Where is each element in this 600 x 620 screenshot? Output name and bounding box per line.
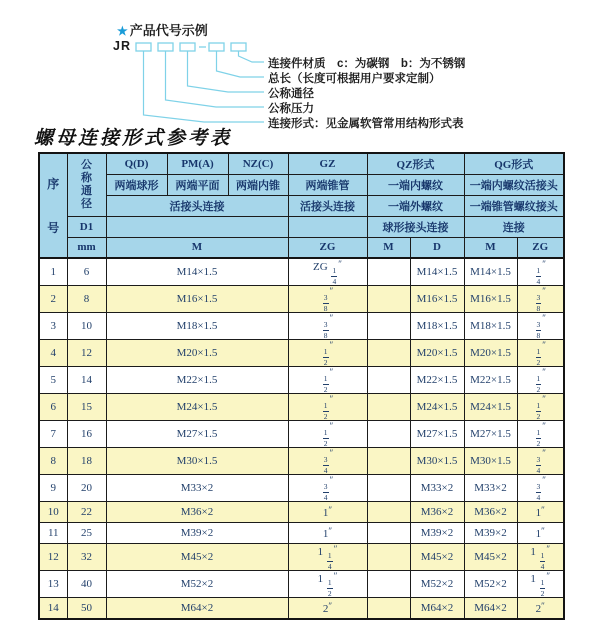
qz-m-cell [367,313,410,340]
gz-zg-cell: $\frac{3}{4}$ ″ [288,475,367,502]
diameter-header: 公称通径 [67,153,106,216]
qz-d-cell: M52×2 [410,571,464,598]
table-body [39,258,564,619]
table-row [39,523,564,544]
qz-d-unit-header: D [410,237,464,258]
m-thread-cell: M16×1.5 [106,286,288,313]
dn-cell: 8 [67,286,106,313]
dn-cell: 50 [67,598,106,619]
dn-cell: 15 [67,394,106,421]
qz-m-cell [367,523,410,544]
qz-m-cell [367,544,410,571]
serial-cell: 9 [39,475,67,502]
table-row [39,258,564,286]
dn-cell: 25 [67,523,106,544]
m-thread-cell: M22×1.5 [106,367,288,394]
table-header [39,153,564,258]
dn-cell: 16 [67,421,106,448]
qg-zg-cell: $\frac{1}{2}$ ″ [517,421,564,448]
callout-line [217,51,265,77]
m-thread-cell: M14×1.5 [106,258,288,286]
qg-code-header: QG形式 [464,153,564,174]
qg-m-unit-header: M [464,237,517,258]
pm-code-header: PM(A) [167,153,228,174]
gz-desc-header: 两端锥管 [288,174,367,195]
qg-zg-cell: 1″ [517,502,564,523]
union-span-header: 活接头连接 [106,195,288,216]
table-row [39,286,564,313]
qz-m-cell [367,394,410,421]
table-row [39,571,564,598]
qz-d-cell: M45×2 [410,544,464,571]
callout-line [144,51,265,122]
serial-header: 序号 [39,153,67,258]
dn-cell: 12 [67,340,106,367]
qz-d-cell: M24×1.5 [410,394,464,421]
qz-ball-joint-header: 球形接头连接 [367,216,464,237]
qg-m-cell: M16×1.5 [464,286,517,313]
serial-cell: 8 [39,448,67,475]
serial-cell: 6 [39,394,67,421]
qz-m-cell [367,502,410,523]
gz-zg-cell: $\frac{3}{4}$ ″ [288,448,367,475]
d1-gz-empty [288,216,367,237]
header-row-union [39,195,564,216]
qg-zg-cell: $\frac{1}{2}$ ″ [517,340,564,367]
m-thread-cell: M64×2 [106,598,288,619]
table-row [39,394,564,421]
gz-zg-cell: $\frac{1}{2}$ ″ [288,394,367,421]
qz-d-cell: M39×2 [410,523,464,544]
qg-zg-cell: $\frac{3}{8}$ ″ [517,286,564,313]
gz-zg-cell: 1 $\frac{1}{4}$ ″ [288,544,367,571]
code-label-material: 连接件材质 c：为碳钢 b：为不锈钢 [268,58,466,70]
code-label-length: 总长（长度可根据用户要求定制） [268,73,441,85]
qg-zg-cell: 1 $\frac{1}{4}$ ″ [517,544,564,571]
gz-zg-cell: 1″ [288,523,367,544]
qg-zg-unit-header: ZG [517,237,564,258]
serial-cell: 10 [39,502,67,523]
serial-cell: 12 [39,544,67,571]
qg-m-cell: M33×2 [464,475,517,502]
qz-m-cell [367,421,410,448]
qz-d-cell: M64×2 [410,598,464,619]
code-box [136,43,151,51]
qz-desc-header: 一端内螺纹 [367,174,464,195]
diagram-title-text: 产品代号示例 [129,23,208,38]
gz-zg-cell: 1″ [288,502,367,523]
dn-cell: 18 [67,448,106,475]
table-title: 螺母连接形式参考表 [34,127,233,149]
qg-zg-cell: $\frac{1}{2}$ ″ [517,394,564,421]
dn-cell: 20 [67,475,106,502]
gz-zg-cell: 2″ [288,598,367,619]
qz-d-cell: M33×2 [410,475,464,502]
gz-unit-header: ZG [288,237,367,258]
qg-zg-cell: $\frac{1}{2}$ ″ [517,367,564,394]
q-desc-header: 两端球形 [106,174,167,195]
qg-m-cell: M14×1.5 [464,258,517,286]
qz-m-cell [367,340,410,367]
qg-zg-cell: $\frac{1}{4}$ ″ [517,258,564,286]
dn-cell: 40 [67,571,106,598]
callout-line [239,51,265,62]
qz-d-cell: M30×1.5 [410,448,464,475]
serial-cell: 14 [39,598,67,619]
d1-header: D1 [67,216,106,237]
table-row [39,475,564,502]
nut-connection-table [38,152,565,620]
qz-d-cell: M16×1.5 [410,286,464,313]
gz-zg-cell: $\frac{3}{8}$ ″ [288,313,367,340]
gz-zg-cell: $\frac{1}{2}$ ″ [288,367,367,394]
qg-m-cell: M30×1.5 [464,448,517,475]
qg-m-cell: M39×2 [464,523,517,544]
dn-cell: 14 [67,367,106,394]
qg-desc-header: 一端内螺纹活接头 [464,174,564,195]
qz-code-header: QZ形式 [367,153,464,174]
callout-line [188,51,265,92]
code-box [180,43,195,51]
m-thread-cell: M39×2 [106,523,288,544]
qz-m-cell [367,571,410,598]
m-thread-cell: M20×1.5 [106,340,288,367]
qg-zg-cell: $\frac{3}{8}$ ″ [517,313,564,340]
qg-zg-cell: 1 $\frac{1}{2}$ ″ [517,571,564,598]
qz-m-cell [367,448,410,475]
qz-m-cell [367,286,410,313]
callout-line [166,51,265,107]
code-label-connection: 连接形式：见金属软管常用结构形式表 [268,118,464,130]
dn-cell: 6 [67,258,106,286]
qg-m-cell: M64×2 [464,598,517,619]
code-box [158,43,173,51]
serial-cell: 13 [39,571,67,598]
qz-m-cell [367,475,410,502]
gz-zg-cell: ZG $\frac{1}{4}$ ″ [288,258,367,286]
qz-d-cell: M20×1.5 [410,340,464,367]
mm-unit-header: mm [67,237,106,258]
qz-m-cell [367,598,410,619]
code-box [231,43,246,51]
serial-cell: 4 [39,340,67,367]
qz-ext-thread-header: 一端外螺纹 [367,195,464,216]
table-row [39,448,564,475]
gz-zg-cell: $\frac{1}{2}$ ″ [288,340,367,367]
table-row [39,544,564,571]
serial-cell: 7 [39,421,67,448]
m-unit-header: M [106,237,288,258]
m-thread-cell: M36×2 [106,502,288,523]
dn-cell: 10 [67,313,106,340]
qg-m-cell: M24×1.5 [464,394,517,421]
table-row [39,421,564,448]
header-row-d1 [39,216,564,237]
gz-zg-cell: $\frac{3}{8}$ ″ [288,286,367,313]
header-row-codes [39,153,564,174]
qz-d-cell: M27×1.5 [410,421,464,448]
serial-cell: 5 [39,367,67,394]
nz-code-header: NZ(C) [228,153,288,174]
nz-desc-header: 两端内锥 [228,174,288,195]
table-row [39,367,564,394]
qz-d-cell: M14×1.5 [410,258,464,286]
qg-connect-header: 连接 [464,216,564,237]
qz-m-cell [367,258,410,286]
gz-zg-cell: 1 $\frac{1}{2}$ ″ [288,571,367,598]
qg-m-cell: M22×1.5 [464,367,517,394]
table-row [39,598,564,619]
qz-d-cell: M36×2 [410,502,464,523]
m-thread-cell: M52×2 [106,571,288,598]
dn-cell: 22 [67,502,106,523]
qz-m-unit-header: M [367,237,410,258]
table-row [39,340,564,367]
d1-empty-span [106,216,288,237]
gz-union-header: 活接头连接 [288,195,367,216]
qg-m-cell: M45×2 [464,544,517,571]
gz-code-header: GZ [288,153,367,174]
code-box [209,43,224,51]
gz-zg-cell: $\frac{1}{2}$ ″ [288,421,367,448]
qz-d-cell: M22×1.5 [410,367,464,394]
code-label-pressure: 公称压力 [268,103,314,115]
m-thread-cell: M45×2 [106,544,288,571]
m-thread-cell: M27×1.5 [106,421,288,448]
serial-cell: 11 [39,523,67,544]
qg-m-cell: M36×2 [464,502,517,523]
header-row-desc [39,174,564,195]
qg-zg-cell: $\frac{3}{4}$ ″ [517,475,564,502]
qz-m-cell [367,367,410,394]
dn-cell: 32 [67,544,106,571]
pm-desc-header: 两端平面 [167,174,228,195]
qg-m-cell: M27×1.5 [464,421,517,448]
qg-zg-cell: 2″ [517,598,564,619]
table-row [39,502,564,523]
q-code-header: Q(D) [106,153,167,174]
qg-zg-cell: $\frac{3}{4}$ ″ [517,448,564,475]
serial-cell: 1 [39,258,67,286]
code-prefix: JR [113,39,131,53]
qg-m-cell: M52×2 [464,571,517,598]
qg-m-cell: M18×1.5 [464,313,517,340]
qg-zg-cell: 1″ [517,523,564,544]
code-label-diameter: 公称通径 [268,88,314,100]
star-icon: ★ [117,24,128,38]
m-thread-cell: M30×1.5 [106,448,288,475]
header-row-units [39,237,564,258]
qz-d-cell: M18×1.5 [410,313,464,340]
serial-cell: 3 [39,313,67,340]
m-thread-cell: M24×1.5 [106,394,288,421]
table-row [39,313,564,340]
qg-taper-thread-header: 一端锥管螺纹接头 [464,195,564,216]
qg-m-cell: M20×1.5 [464,340,517,367]
serial-cell: 2 [39,286,67,313]
m-thread-cell: M33×2 [106,475,288,502]
m-thread-cell: M18×1.5 [106,313,288,340]
